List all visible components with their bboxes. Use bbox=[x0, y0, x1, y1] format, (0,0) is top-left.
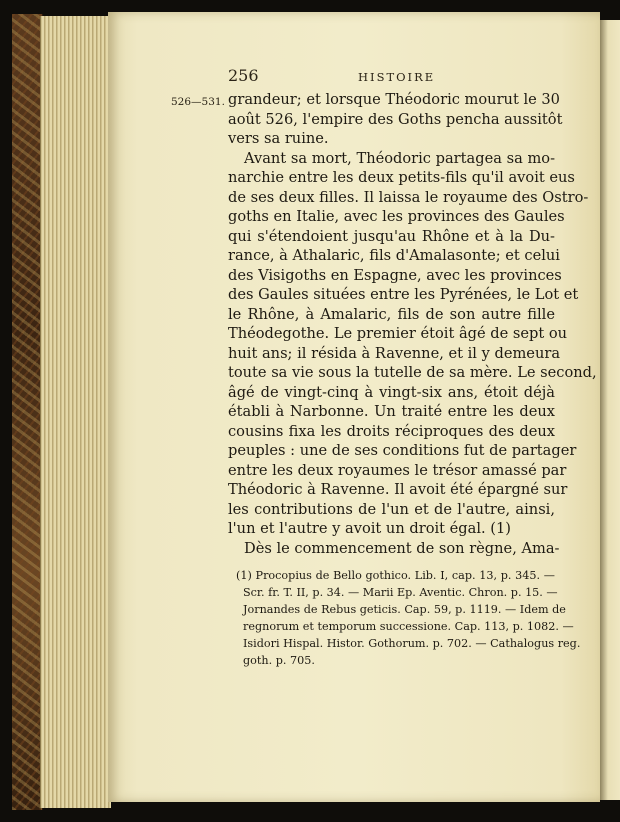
body-line: toute sa vie sous la tutelle de sa mère. Le second, bbox=[228, 364, 597, 381]
footnote-line: Isidori Hispal. Histor. Gothorum. p. 702. — Cathalogus reg. bbox=[243, 637, 581, 650]
body-line: peuples : une de ses conditions fut de partager bbox=[228, 442, 577, 459]
body-line: entre les deux royaumes le trésor amassé par bbox=[228, 461, 567, 479]
footnote-line: Jornandes de Rebus geticis. Cap. 59, p. 1119. — Idem de bbox=[243, 603, 566, 616]
body-line: des Visigoths en Espagne, avec les provinces bbox=[228, 266, 562, 284]
footnote-line: Scr. fr. T. II, p. 34. — Marii Ep. Aventic. Chron. p. 15. — bbox=[243, 586, 558, 599]
next-page-edge bbox=[600, 20, 620, 800]
body-line: rance, à Athalaric, fils d'Amalasonte; et celui bbox=[228, 247, 560, 264]
body-line: Dès le commencement de son règne, Ama- bbox=[244, 539, 560, 557]
body-line: des Gaules situées entre les Pyrénées, le Lot et bbox=[228, 286, 579, 303]
footnote-line: regnorum et temporum successione. Cap. 113, p. 1082. — bbox=[243, 620, 574, 633]
margin-date-note: 526—531. bbox=[171, 96, 225, 108]
body-line: de ses deux filles. Il laissa le royaume des Ostro- bbox=[228, 188, 589, 206]
page-header bbox=[228, 66, 558, 90]
page-edges bbox=[40, 16, 111, 808]
body-line: âgé de vingt-cinq à vingt-six ans, étoit déjà bbox=[228, 383, 555, 401]
body-line: qui s'étendoient jusqu'au Rhône et à la Du- bbox=[228, 227, 555, 245]
body-line: août 526, l'empire des Goths pencha aussitôt bbox=[228, 110, 563, 128]
running-head: HISTOIRE bbox=[358, 70, 436, 84]
body-line: vers sa ruine. bbox=[228, 130, 329, 147]
body-line: huit ans; il résida à Ravenne, et il y demeura bbox=[228, 344, 561, 362]
page-number: 256 bbox=[228, 66, 259, 85]
body-line: Théodoric à Ravenne. Il avoit été épargné sur bbox=[228, 481, 568, 498]
body-line: narchie entre les deux petits-fils qu'il avoit eus bbox=[228, 169, 575, 186]
body-line: le Rhône, à Amalaric, fils de son autre fille bbox=[228, 305, 555, 323]
body-line: les contributions de l'un et de l'autre, ainsi, bbox=[228, 500, 555, 518]
body-line: établi à Narbonne. Un traité entre les deux bbox=[228, 403, 555, 420]
body-line: grandeur; et lorsque Théodoric mourut le 30 bbox=[228, 91, 560, 108]
body-line: Avant sa mort, Théodoric partagea sa mo- bbox=[244, 149, 555, 167]
footnote-line: goth. p. 705. bbox=[243, 654, 315, 667]
body-line: Théodegothe. Le premier étoit âgé de sept ou bbox=[228, 325, 568, 342]
marbled-cover-edge bbox=[12, 14, 43, 810]
footnote-line: (1) Procopius de Bello gothico. Lib. I, cap. 13, p. 345. — bbox=[236, 569, 555, 582]
body-line: goths en Italie, avec les provinces des Gaules bbox=[228, 208, 565, 225]
footnotes bbox=[236, 567, 581, 669]
body-line: l'un et l'autre y avoit un droit égal. (1) bbox=[228, 520, 511, 537]
body-text bbox=[228, 90, 597, 558]
body-line: cousins fixa les droits réciproques des deux bbox=[228, 422, 555, 440]
